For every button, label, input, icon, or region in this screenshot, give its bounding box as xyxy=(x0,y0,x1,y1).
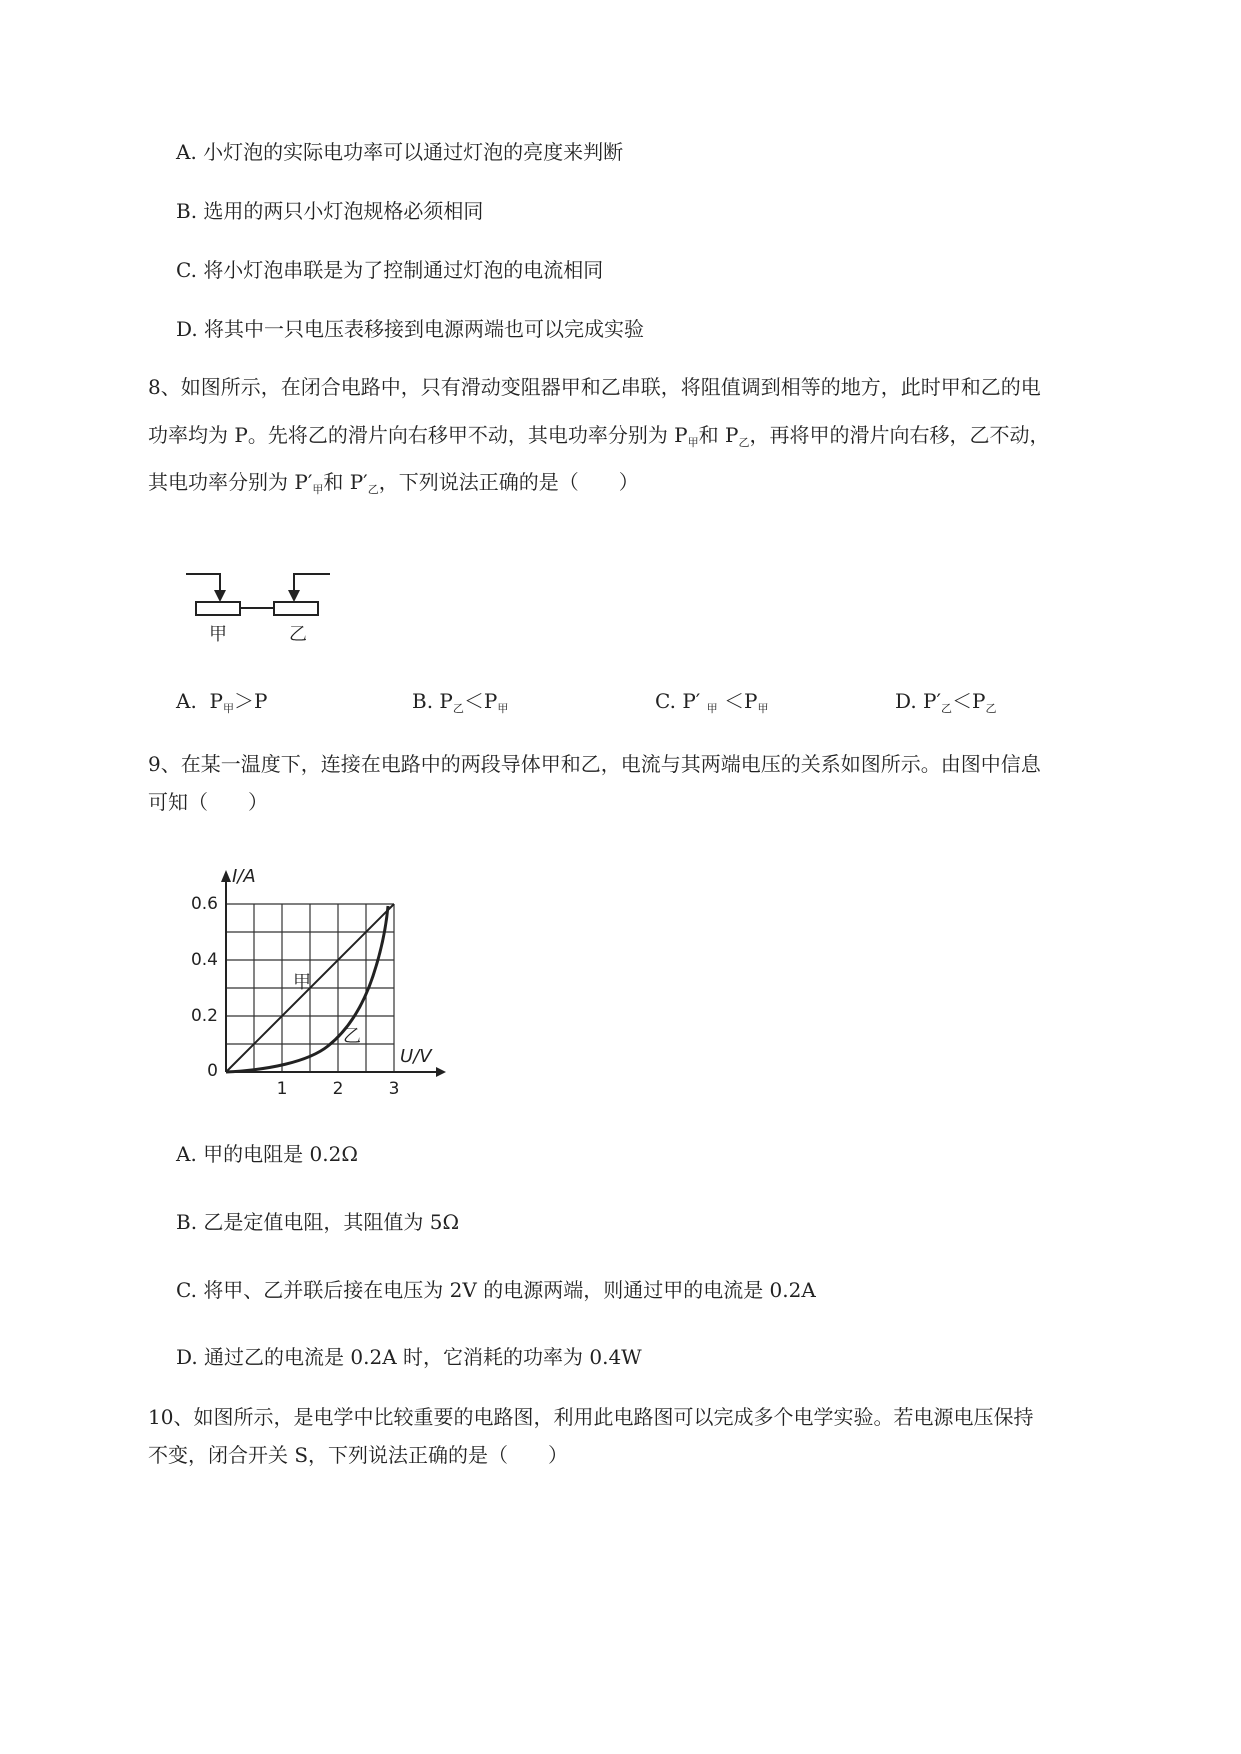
q10-stem-line1: 10、如图所示，是电学中比较重要的电路图，利用此电路图可以完成多个电学实验。若电源电压保持 xyxy=(148,1405,1034,1429)
q9-ytick-0.4: 0.4 xyxy=(190,950,218,970)
q8-rheostat-figure xyxy=(180,568,340,648)
q8-stem-line2: 功率均为 P。先将乙的滑片向右移甲不动，其电功率分别为 $P_甲$和 $P_乙$，再将甲的滑片向右移，乙不动， xyxy=(148,423,1050,449)
q9-ylabel: I/A xyxy=(232,866,256,887)
q9-stem-line2: 可知（ ） xyxy=(148,790,268,814)
q9-ytick-0.2: 0.2 xyxy=(190,1006,218,1026)
q8-stem-line3: 其电功率分别为 $P'_甲$和 $P'_乙$，下列说法正确的是（ ） xyxy=(148,470,639,496)
q8-label-yi: 乙 xyxy=(289,624,307,645)
q7-option-b: B. 选用的两只小灯泡规格必须相同 xyxy=(176,199,484,223)
q8-option-d: D. $P'_乙<P_乙$ xyxy=(895,689,997,715)
q9-option-d: D. 通过乙的电流是 0.2A 时，它消耗的功率为 0.4W xyxy=(176,1345,642,1369)
q9-option-a: A. 甲的电阻是 0.2Ω xyxy=(176,1142,358,1166)
q9-xtick-3: 3 xyxy=(388,1079,400,1099)
q9-ytick-0.6: 0.6 xyxy=(190,894,218,914)
q9-xlabel: U/V xyxy=(400,1046,432,1067)
q7-option-c: C. 将小灯泡串联是为了控制通过灯泡的电流相同 xyxy=(176,258,604,282)
q9-label-jia: 甲 xyxy=(293,972,311,993)
q9-origin-label: 0 xyxy=(207,1061,218,1081)
q8-option-a: A. $P_甲>P$ xyxy=(176,689,268,715)
q9-option-b: B. 乙是定值电阻，其阻值为 5Ω xyxy=(176,1210,460,1234)
q8-label-jia: 甲 xyxy=(209,624,227,645)
q9-stem-line1: 9、在某一温度下，连接在电路中的两段导体甲和乙，电流与其两端电压的关系如图所示。由图中信息 xyxy=(148,752,1041,776)
q10-stem-line2: 不变，闭合开关 S，下列说法正确的是（ ） xyxy=(148,1443,569,1467)
q8-option-b: B. $P_乙<P_甲$ xyxy=(412,689,509,715)
q8-stem-line1: 8、如图所示，在闭合电路中，只有滑动变阻器甲和乙串联，将阻值调到相等的地方，此时甲和乙的电 xyxy=(148,375,1041,399)
q8-option-c: C. P′ $_甲 <P_甲$ xyxy=(655,689,769,715)
q9-xtick-1: 1 xyxy=(276,1079,288,1099)
q9-option-c: C. 将甲、乙并联后接在电压为 2V 的电源两端，则通过甲的电流是 0.2A xyxy=(176,1278,816,1302)
q9-label-yi: 乙 xyxy=(343,1026,361,1047)
q7-option-d: D. 将其中一只电压表移接到电源两端也可以完成实验 xyxy=(176,317,645,341)
q9-xtick-2: 2 xyxy=(332,1079,344,1099)
q7-option-a: A. 小灯泡的实际电功率可以通过灯泡的亮度来判断 xyxy=(176,140,624,164)
q9-iu-graph xyxy=(178,866,458,1106)
